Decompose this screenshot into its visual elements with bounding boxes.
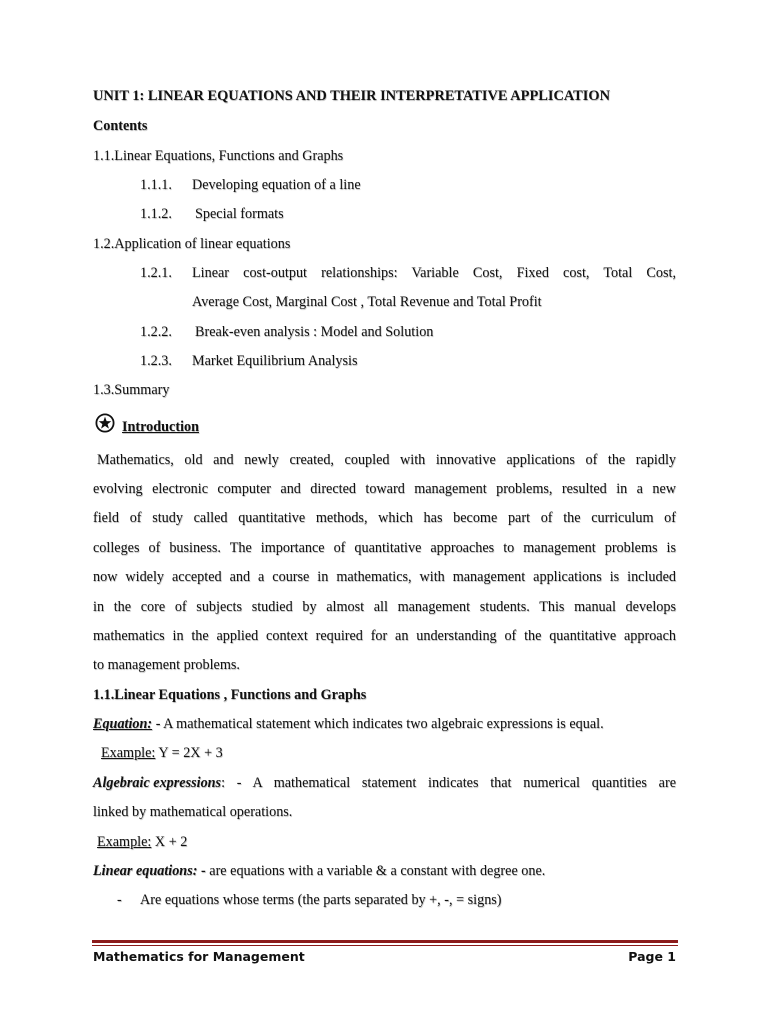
toc-text: Linear cost-output relationships: Variable Cost, Fixed cost, Total Cost,	[192, 265, 676, 281]
footer-left: Mathematics for Management	[93, 949, 305, 964]
footer-rule-thin	[92, 945, 678, 946]
bullet-text: Are equations whose terms (the parts separated by +, -, = signs)	[140, 892, 502, 908]
intro-line: mathematics in the applied context required for an understanding of the quantitative approach	[93, 628, 676, 644]
star-circle-icon	[95, 413, 115, 433]
toc-item-1-3: 1.3.Summary	[93, 382, 170, 398]
intro-line: to management problems.	[93, 657, 240, 673]
intro-line: colleges of business. The importance of quantitative approaches to management problems is	[93, 540, 676, 556]
contents-heading: Contents	[93, 118, 148, 134]
toc-number: 1.2.3.	[140, 353, 172, 369]
algebraic-def: : - A mathematical statement indicates that numerical quantities are	[221, 775, 676, 791]
example-label: Example:	[101, 745, 156, 761]
toc-text: Market Equilibrium Analysis	[192, 353, 358, 369]
linear-def: are equations with a variable & a constant with degree one.	[209, 863, 546, 879]
toc-number: 1.2.2.	[140, 324, 172, 340]
example-2	[97, 833, 187, 851]
algebraic-definition	[93, 774, 676, 792]
example-label: Example:	[97, 834, 152, 850]
intro-line: now widely accepted and a course in mathematics, with management applications is included	[93, 569, 676, 585]
equation-term: Equation:	[93, 716, 153, 732]
algebraic-definition-cont: linked by mathematical operations.	[93, 804, 293, 820]
toc-number: 1.1.1.	[140, 177, 172, 193]
intro-line: field of study called quantitative methods, which has become part of the curriculum of	[93, 510, 676, 526]
toc-item-1-1: 1.1.Linear Equations, Functions and Graphs	[93, 148, 344, 164]
bullet-marker: -	[117, 892, 122, 908]
toc-text: Developing equation of a line	[192, 177, 361, 193]
linear-definition	[93, 862, 545, 880]
footer-page-number: Page 1	[628, 949, 676, 964]
algebraic-term: Algebraic expressions	[93, 775, 222, 791]
toc-item-1-1-1	[140, 176, 361, 194]
linear-term: Linear equations:	[93, 863, 198, 879]
toc-text: Special formats	[195, 206, 284, 222]
toc-number: 1.1.2.	[140, 206, 172, 222]
linear-dash: -	[197, 863, 210, 879]
example-value: Y = 2X + 3	[155, 745, 223, 761]
example-value: X + 2	[151, 834, 188, 850]
toc-item-1-2-2	[140, 323, 433, 341]
toc-item-1-2-3	[140, 352, 358, 370]
introduction-heading: Introduction	[122, 419, 199, 435]
equation-def: - A mathematical statement which indicates two algebraic expressions is equal.	[152, 716, 604, 732]
toc-item-1-1-2	[140, 205, 284, 223]
example-1	[101, 744, 223, 762]
toc-number: 1.2.1.	[140, 265, 172, 281]
footer-rule	[92, 940, 678, 943]
toc-item-1-2-1	[140, 264, 676, 282]
intro-line: evolving electronic computer and directed toward management problems, resulted in a new	[93, 481, 676, 497]
toc-item-1-2: 1.2.Application of linear equations	[93, 236, 291, 252]
toc-item-1-2-1-cont: Average Cost, Marginal Cost , Total Revenue and Total Profit	[192, 294, 542, 310]
equation-definition	[93, 715, 604, 733]
toc-text: Break-even analysis : Model and Solution	[195, 324, 434, 340]
bullet-item	[117, 891, 502, 909]
intro-line: in the core of subjects studied by almost all management students. This manual develops	[93, 599, 676, 615]
section-heading: 1.1.Linear Equations , Functions and Graphs	[93, 687, 367, 703]
page-title: UNIT 1: LINEAR EQUATIONS AND THEIR INTERPRETATIVE APPLICATION	[93, 88, 610, 104]
intro-line: Mathematics, old and newly created, coupled with innovative applications of the rapidly	[97, 452, 676, 468]
